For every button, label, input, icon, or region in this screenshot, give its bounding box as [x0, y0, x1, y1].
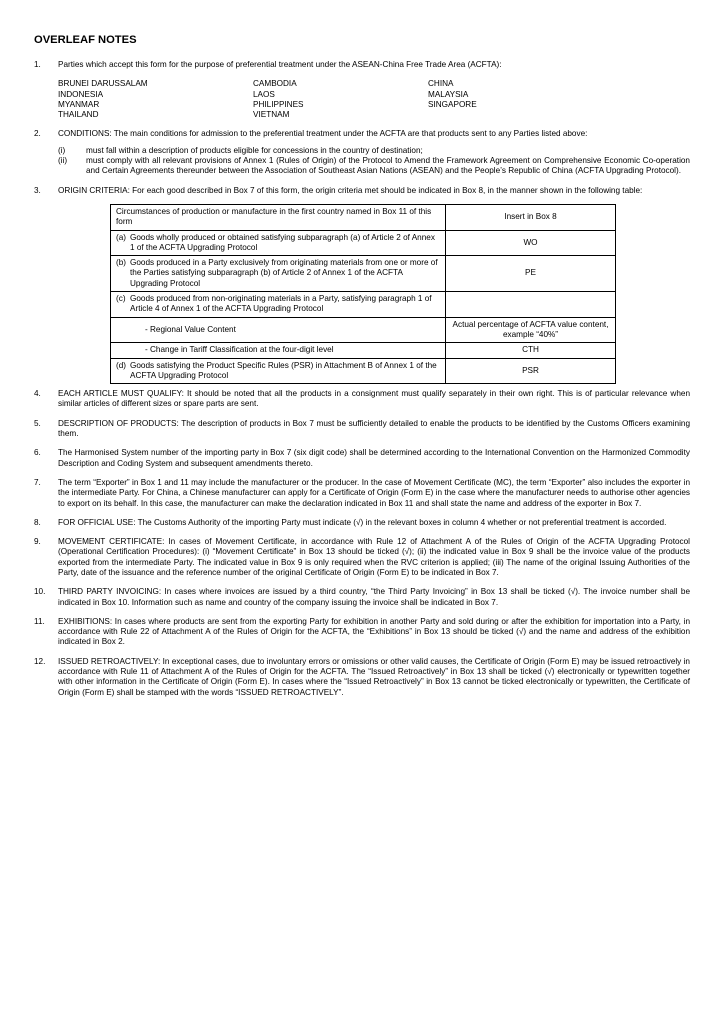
note-text: The term “Exporter” in Box 1 and 11 may include the manufacturer or the producer. In the case of Movement Certificate (MC), the term “Exporter” also includes the exporter in the intermediate Party. For China, a Chinese manufacturer can apply for a Certificate of Origin (Form E) in the case where the manufacturer needs to authorise other agencies to export on its behalf. In this case, the manufacturer can make the declaration indicated in Box 11 and shall state the name and address of the exporter in Box 7. — [58, 477, 690, 508]
note-number: 11. — [34, 616, 45, 626]
note-number: 4. — [34, 389, 41, 399]
condition-item — [58, 146, 690, 156]
note-text: EACH ARTICLE MUST QUALIFY: It should be noted that all the products in a consignment must qualify separately in their own right. This is of particular relevance when similar articles of different sizes or spare parts are sent. — [58, 389, 690, 409]
note-text: DESCRIPTION OF PRODUCTS: The description of products in Box 7 must be sufficiently detailed to enable the products to be identified by the Customs Officers examining them. — [58, 418, 690, 439]
country: INDONESIA — [58, 89, 104, 99]
condition-list — [58, 146, 690, 177]
table-header-row — [111, 204, 616, 230]
note-5 — [34, 419, 690, 440]
note-7 — [34, 478, 690, 509]
country: BRUNEI DARUSSALAM — [58, 79, 148, 89]
note-12 — [34, 657, 690, 698]
note-text: ISSUED RETROACTIVELY: In exceptional cases, due to involuntary errors or omissions or other valid causes, the Certificate of Origin (Form E) may be issued retroactively in accordance with Rule 11 of Attachment A of the Rules of Origin for the ACFTA. The “Issued Retroactively” in Box 13 shall be ticked (√) electronically or typewritten together with other information in the Certificate of Origin (Form E). In cases where the “Issued Retroactively” in Box 13 cannot be ticked electronically or typewritten, the Certificate of Origin (Form E) shall be stamped with the words “ISSUED RETROACTIVELY”. — [58, 656, 690, 697]
row-label: (d) — [116, 360, 127, 370]
note-text: EXHIBITIONS: In cases where products are sent from the exporting Party for exhibition in another Party and sold during or after the exhibition for importation into a Party, in accordance with Rule 22 of Attachment A of the Rules of Origin for the ACFTA, the “Exhibitions” in Box 13 should be ticked (√) and the name and address of the exhibition indicated in Box 2. — [58, 616, 690, 647]
note-text: CONDITIONS: The main conditions for admission to the preferential treatment under the ACFTA are that products sent to any Parties listed above: — [58, 129, 588, 139]
condition-item — [58, 156, 690, 177]
condition-label: (i) — [58, 145, 66, 155]
note-3 — [34, 186, 690, 384]
country: SINGAPORE — [428, 99, 477, 109]
row-code: Actual percentage of ACFTA value content, example “40%” — [446, 317, 616, 343]
table-row — [111, 358, 616, 384]
condition-text: must fall within a description of products eligible for concessions in the country of destination; — [86, 145, 423, 155]
note-number: 7. — [34, 477, 41, 487]
note-text: Parties which accept this form for the purpose of preferential treatment under the ASEAN-China Free Trade Area (ACFTA): — [58, 60, 502, 69]
note-number: 12. — [34, 656, 46, 666]
row-label: (a) — [116, 232, 127, 242]
table-row — [111, 230, 616, 256]
row-code: WO — [446, 230, 616, 256]
note-2 — [34, 129, 690, 176]
country: PHILIPPINES — [253, 99, 304, 109]
note-number: 3. — [34, 185, 41, 195]
note-text: THIRD PARTY INVOICING: In cases where invoices are issued by a third country, “the Third Party Invoicing” in Box 13 shall be ticked (√). The invoice number shall be indicated in Box 10. Information such as name and country of the company issuing the invoice shall be indicated in Box 7. — [58, 587, 690, 607]
note-number: 2. — [34, 129, 41, 139]
note-text: ORIGIN CRITERIA: For each good described in Box 7 of this form, the origin criteria met should be indicated in Box 8, in the manner shown in the following table: — [58, 185, 643, 195]
note-4 — [34, 389, 690, 410]
row-code: PE — [446, 256, 616, 292]
note-number: 1. — [34, 60, 41, 69]
country: VIETNAM — [253, 110, 290, 120]
note-text: The Harmonised System number of the importing party in Box 7 (six digit code) shall be determined according to the International Convention on the Harmonized Commodity Description and Coding System and subsequent amendments thereto. — [58, 448, 690, 468]
table-header-box8: Insert in Box 8 — [446, 204, 616, 230]
country: LAOS — [253, 89, 275, 99]
note-11 — [34, 617, 690, 648]
row-text: Goods produced from non-originating materials in a Party, satisfying paragraph 1 of Article 4 of Annex 1 of the ACFTA Upgrading Protocol — [130, 294, 432, 314]
country: MYANMAR — [58, 99, 100, 109]
row-label: (c) — [116, 294, 126, 304]
country: CHINA — [428, 79, 454, 89]
country: MALAYSIA — [428, 89, 469, 99]
note-number: 6. — [34, 448, 41, 458]
note-text: MOVEMENT CERTIFICATE: In cases of Movement Certificate, in accordance with Rule 12 of Attachment A of the Rules of Origin of the ACFTA Upgrading Protocol (Operational Certification Procedures): (i) “Movement Certificate” in Box 13 should be ticked (√); (ii) the indicated value in Box 9 shall be the invoice value of the products exported from the intermediate Party. The indicated value in Box 9 is only required when the RVC criterion is applied; (iii) The name of the original Issuing Authorities of the Party, date of the issuance and the reference number of the original Certificate of Origin (Form E) to be indicated in Box 7. — [58, 537, 690, 577]
row-text: - Change in Tariff Classification at the four-digit level — [111, 343, 446, 358]
table-row — [111, 343, 616, 358]
note-8 — [34, 518, 690, 528]
row-text: Goods satisfying the Product Specific Rules (PSR) in Attachment B of Annex 1 of the ACFTA Upgrading Protocol — [130, 360, 437, 380]
condition-label: (ii) — [58, 156, 68, 166]
table-header-circumstances: Circumstances of production or manufacture in the first country named in Box 11 of this form — [111, 204, 446, 230]
row-code: CTH — [446, 343, 616, 358]
note-number: 5. — [34, 418, 41, 428]
note-text: FOR OFFICIAL USE: The Customs Authority of the importing Party must indicate (√) in the relevant boxes in column 4 whether or not preferential treatment is accorded. — [58, 517, 667, 527]
note-6 — [34, 448, 690, 469]
origin-criteria-table — [110, 204, 616, 384]
country: THAILAND — [58, 110, 99, 120]
row-label: (b) — [116, 258, 127, 268]
condition-text: must comply with all relevant provisions of Annex 1 (Rules of Origin) of the Protocol to Amend the Framework Agreement on Comprehensive Economic Co-operation and Certain Agreements thereunder between the Association of Southeast Asian Nations (ASEAN) and the People’s Republic of China (ACFTA Upgrading Protocol). — [86, 156, 690, 176]
note-number: 10. — [34, 587, 46, 597]
country-list — [58, 79, 690, 120]
note-10 — [34, 587, 690, 608]
table-row — [111, 256, 616, 292]
country: CAMBODIA — [253, 79, 297, 89]
row-code-empty — [446, 292, 616, 318]
table-row — [111, 292, 616, 318]
note-number: 9. — [34, 537, 41, 547]
row-text: - Regional Value Content — [111, 317, 446, 343]
row-text: Goods produced in a Party exclusively from originating materials from one or more of the Parties satisfying subparagraph (b) of Article 2 of Annex 1 of the ACFTA Upgrading Protocol — [130, 258, 438, 288]
table-row — [111, 317, 616, 343]
row-text: Goods wholly produced or obtained satisfying subparagraph (a) of Article 2 of Annex 1 of the ACFTA Upgrading Protocol — [130, 232, 435, 252]
row-code: PSR — [446, 358, 616, 384]
page-title: OVERLEAF NOTES — [34, 34, 137, 46]
note-1 — [34, 60, 690, 120]
note-9 — [34, 537, 690, 578]
note-number: 8. — [34, 517, 41, 527]
